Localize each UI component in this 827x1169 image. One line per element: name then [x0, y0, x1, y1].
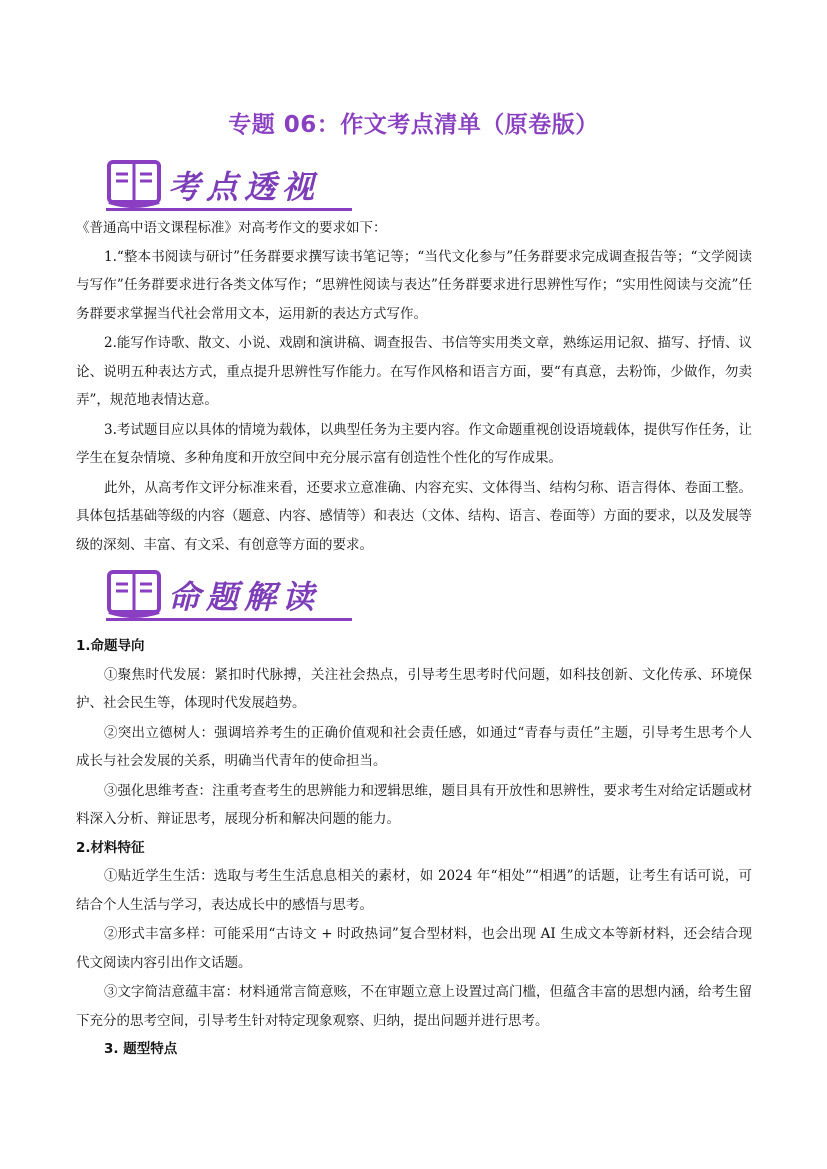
list-item: ①聚焦时代发展：紧扣时代脉搏，关注社会热点，引导考生思考时代问题，如科技创新、文化传承、环境保护、社会民生等，体现时代发展趋势。	[76, 666, 752, 711]
section2-body	[76, 632, 752, 1064]
subheading: 3. 题型特点	[104, 1041, 178, 1057]
list-item: ③强化思维考查：注重考查考生的思辨能力和逻辑思维，题目具有开放性和思辨性，要求考生对给定话题或材料深入分析、辩证思考，展现分析和解决问题的能力。	[76, 782, 752, 827]
book-icon	[106, 568, 162, 620]
heading-underline	[106, 618, 352, 621]
list-item: ①贴近学生生活：选取与考生生活息息相关的素材，如 2024 年“相处”“相遇”的话题，让考生有话可说，可结合个人生活与学习，表达成长中的感悟与思考。	[76, 868, 752, 913]
page-title: 专题 06：作文考点清单（原卷版）	[228, 112, 599, 138]
paragraph: 此外，从高考作文评分标准来看，还要求立意准确、内容充实、文体得当、结构匀称、语言得体、卷面工整。具体包括基础等级的内容（题意、内容、感情等）和表达（文体、结构、语言、卷面等）方面的要求，以及发展等级的深刻、丰富、有文采、有创意等方面的要求。	[76, 479, 752, 553]
intro-paragraph: 《普通高中语文课程标准》对高考作文的要求如下：	[76, 220, 387, 236]
subheading: 2.材料特征	[76, 839, 145, 856]
section-banner-mingti	[106, 568, 366, 630]
section1-body	[76, 214, 752, 559]
paragraph: 1.“整本书阅读与研讨”任务群要求撰写读书笔记等；“当代文化参与”任务群要求完成调查报告等；“文学阅读与写作”任务群要求进行各类文体写作；“思辨性阅读与表达”任务群要求进行思辨性写作；“实用性阅读与交流”任务群要求掌握当代社会常用文本，运用新的表达方式写作。	[76, 248, 752, 322]
list-item: ②突出立德树人：强调培养考生的正确价值观和社会责任感，如通过“青春与责任”主题，引导考生思考个人成长与社会发展的关系，明确当代青年的使命担当。	[76, 724, 752, 769]
section-heading: 命题解读	[168, 578, 321, 616]
paragraph: 2.能写作诗歌、散文、小说、戏剧和演讲稿、调查报告、书信等实用类文章，熟练运用记叙、描写、抒情、议论、说明五种表达方式，重点提升思辨性写作能力。在写作风格和语言方面，要“有真意，去粉饰，少做作，勿卖弄”，规范地表情达意。	[76, 335, 752, 408]
section-heading: 考点透视	[168, 168, 321, 206]
list-item: ③文字简洁意蕴丰富：材料通常言简意赅，不在审题立意上设置过高门槛，但蕴含丰富的思想内涵，给考生留下充分的思考空间，引导考生针对特定现象观察、归纳，提出问题并进行思考。	[76, 984, 752, 1029]
paragraph: 3.考试题目应以具体的情境为载体，以典型任务为主要内容。作文命题重视创设语境载体，提供写作任务，让学生在复杂情境、多种角度和开放空间中充分展示富有创造性个性化的写作成果。	[76, 421, 752, 466]
list-item: ②形式丰富多样：可能采用“古诗文 + 时政热词”复合型材料，也会出现 AI 生成文本等新材料，还会结合现代文阅读内容引出作文话题。	[76, 926, 752, 971]
subheading: 1.命题导向	[76, 638, 145, 654]
section-banner-kaodian	[106, 158, 366, 220]
heading-underline	[106, 208, 352, 211]
book-icon	[106, 158, 162, 210]
